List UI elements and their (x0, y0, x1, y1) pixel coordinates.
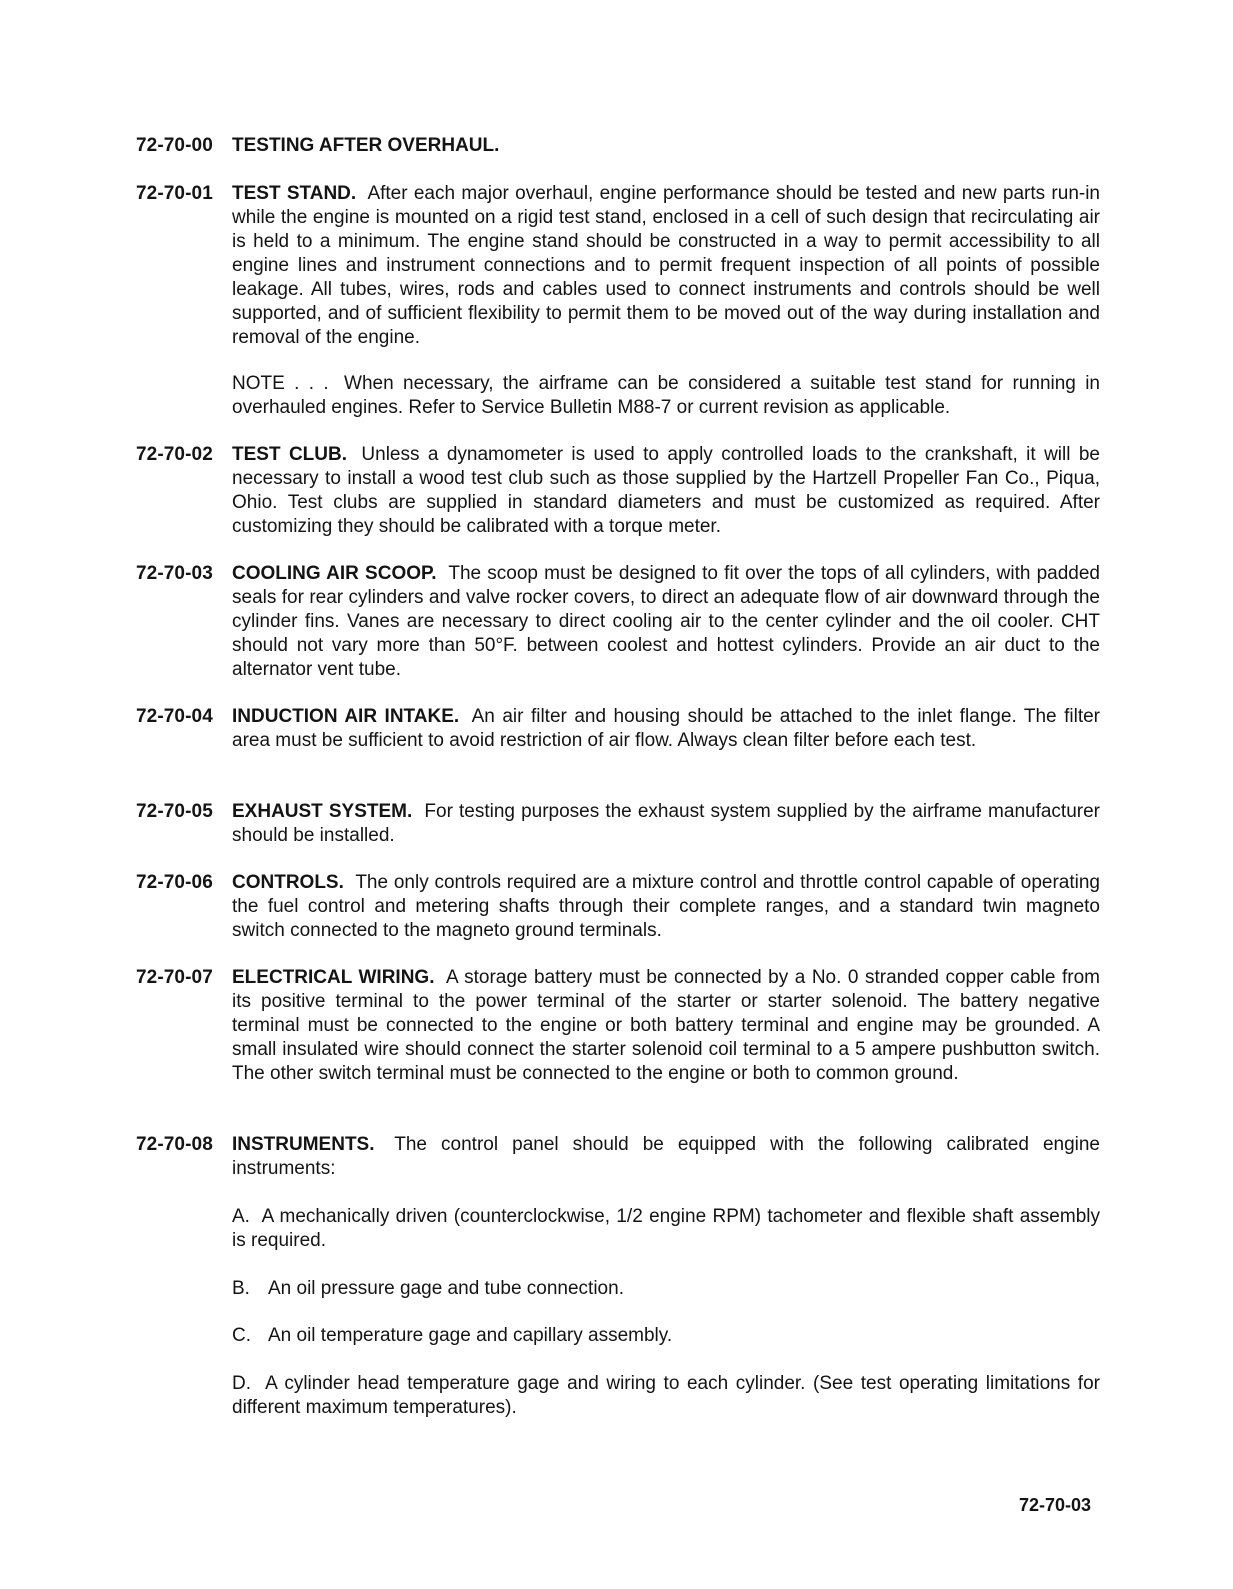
section-text: For testing purposes the exhaust system supplied by the airframe manufacturer should be installed. (232, 801, 1100, 846)
item-text: An oil temperature gage and capillary assembly. (268, 1325, 673, 1346)
item-text: A mechanically driven (counterclockwise, 1/2 engine RPM) tachometer and flexible shaft assembly is required. (232, 1206, 1100, 1251)
section-number: 72-70-03 (136, 563, 213, 584)
section-text: The scoop must be designed to fit over the tops of all cylinders, with padded seals for rear cylinders and valve rocker covers, to direct an adequate flow of air downward through the cylinder fins. Vanes are necessary to direct cooling air to the center cylinder and the oil cooler. CHT should not vary more than 50°F. between coolest and hottest cylinders. Provide an air duct to the alternator vent tube. (232, 563, 1100, 680)
instrument-item-b (232, 1277, 1100, 1301)
section-text: A storage battery must be connected by a No. 0 stranded copper cable from its positive terminal to the power terminal of the starter or starter solenoid. The battery negative terminal must be connected to the engine or both battery terminal and engine may be grounded. A small insulated wire should connect the starter solenoid coil terminal to a 5 ampere pushbutton switch. The other switch terminal must be connected to the engine or both to common ground. (232, 967, 1101, 1084)
section-body (232, 966, 1100, 1086)
section-heading: CONTROLS. (232, 872, 344, 893)
section-number: 72-70-06 (136, 872, 213, 893)
page-number: 72-70-03 (1019, 1495, 1092, 1515)
section-text: Unless a dynamometer is used to apply controlled loads to the crankshaft, it will be necessary to install a wood test club such as those supplied by the Hartzell Propeller Fan Co., Piqua, Ohio. Test clubs are supplied in standard diameters and must be customized as required. After customizing they should be calibrated with a torque meter. (232, 444, 1100, 537)
section-heading: INSTRUMENTS. (232, 1134, 375, 1155)
item-letter: A. (232, 1206, 250, 1227)
section-heading: TEST STAND. (232, 183, 357, 204)
section-controls (136, 871, 1100, 943)
note-label: NOTE . . . (232, 373, 329, 394)
section-heading: EXHAUST SYSTEM. (232, 801, 413, 822)
section-body (232, 705, 1100, 753)
section-body (232, 443, 1100, 539)
item-letter: D. (232, 1373, 251, 1394)
note-text: When necessary, the airframe can be considered a suitable test stand for running in overhauled engines. Refer to Service Bulletin M88-7 or current revision as applicable. (232, 373, 1101, 418)
section-number: 72-70-05 (136, 801, 213, 822)
section-body (232, 182, 1100, 350)
section-body (232, 1133, 1100, 1181)
section-number: 72-70-00 (136, 135, 213, 156)
section-body (232, 562, 1100, 682)
item-letter: B. (232, 1278, 250, 1299)
section-induction-air-intake (136, 705, 1100, 753)
instrument-item-d (232, 1372, 1100, 1420)
section-number: 72-70-04 (136, 706, 213, 727)
section-title (136, 134, 1100, 158)
item-letter: C. (232, 1325, 251, 1346)
section-instruments (136, 1133, 1100, 1181)
section-text: An air filter and housing should be attached to the inlet flange. The filter area must be sufficient to avoid restriction of air flow. Always clean filter before each test. (232, 706, 1100, 751)
section-electrical-wiring (136, 966, 1100, 1086)
page-title-text: TESTING AFTER OVERHAUL. (232, 135, 500, 156)
section-test-stand (136, 182, 1100, 350)
section-number: 72-70-01 (136, 183, 213, 204)
section-heading: COOLING AIR SCOOP. (232, 563, 437, 584)
section-number: 72-70-02 (136, 444, 213, 465)
section-text: After each major overhaul, engine performance should be tested and new parts run-in while the engine is mounted on a rigid test stand, enclosed in a cell of such design that recirculating air is held to a minimum. The engine stand should be constructed in a way to permit accessibility to all engine lines and instrument connections and to permit frequent inspection of all points of possible leakage. All tubes, wires, rods and cables used to connect instruments and controls should be well supported, and of sufficient flexibility to permit them to be moved out of the way during installation and removal of the engine. (232, 183, 1101, 348)
section-text: The control panel should be equipped with the following calibrated engine instruments: (232, 1134, 1101, 1179)
item-text: A cylinder head temperature gage and wiring to each cylinder. (See test operating limitations for different maximum temperatures). (232, 1373, 1100, 1418)
section-heading: ELECTRICAL WIRING. (232, 967, 435, 988)
section-heading: TEST CLUB. (232, 444, 348, 465)
item-text: An oil pressure gage and tube connection. (268, 1278, 624, 1299)
section-body (232, 871, 1100, 943)
section-number: 72-70-07 (136, 967, 213, 988)
note-block (232, 372, 1100, 420)
instrument-item-a (232, 1205, 1100, 1253)
section-text: The only controls required are a mixture control and throttle control capable of operating the fuel control and metering shafts through their complete ranges, and a standard twin magneto switch connected to the magneto ground terminals. (232, 872, 1101, 941)
section-test-club (136, 443, 1100, 539)
section-exhaust-system (136, 800, 1100, 848)
section-body (232, 800, 1100, 848)
section-heading: INDUCTION AIR INTAKE. (232, 706, 460, 727)
section-number: 72-70-08 (136, 1134, 213, 1155)
instrument-item-c (232, 1324, 1100, 1348)
page-title (232, 134, 1100, 158)
section-cooling-air-scoop (136, 562, 1100, 682)
